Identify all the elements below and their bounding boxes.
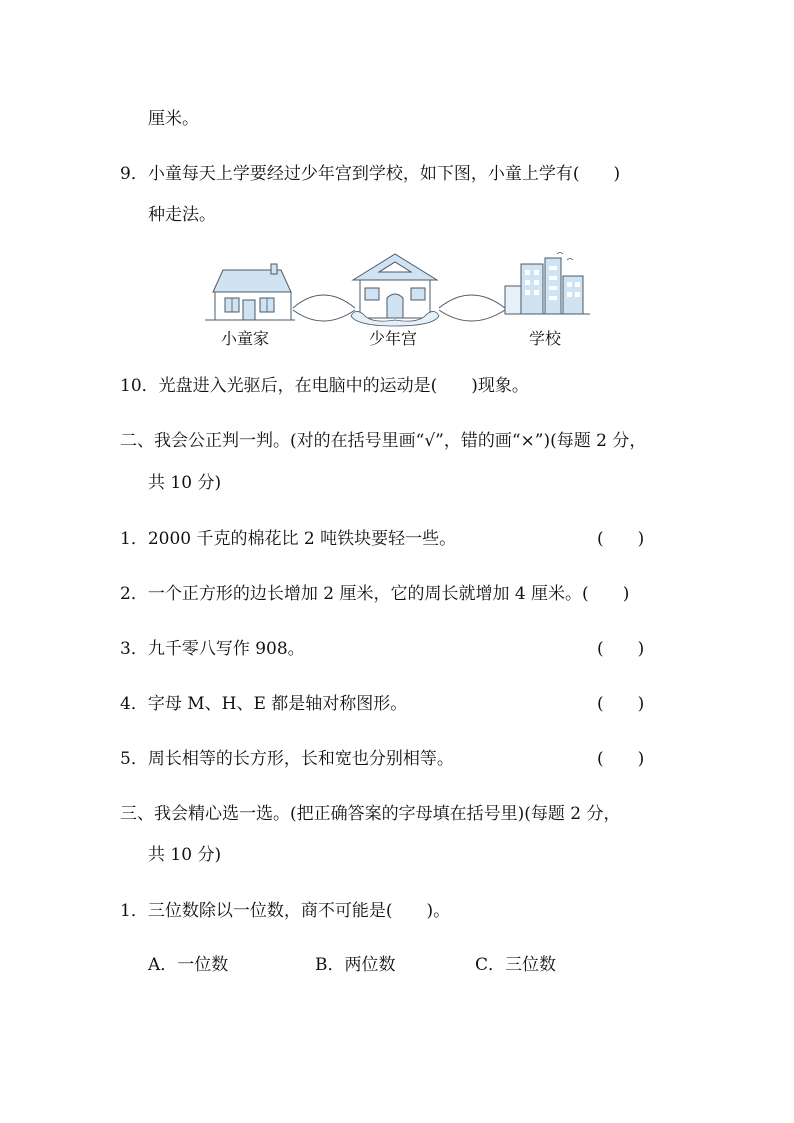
judge-item-5-answer: ( ): [597, 749, 645, 769]
judge-item-5: 5．周长相等的长方形，长和宽也分别相等。: [120, 749, 454, 769]
label-school: 学校: [529, 329, 562, 348]
label-home: 小童家: [221, 329, 270, 348]
question-10: 10．光盘进入光驱后，在电脑中的运动是( )现象。: [120, 376, 529, 396]
continuation-text: 厘米。: [148, 109, 199, 129]
choice-option-a: A．一位数: [148, 955, 229, 975]
home-house-icon: [205, 264, 295, 320]
choice-question-1: 1．三位数除以一位数，商不可能是( )。: [120, 901, 451, 921]
label-youth-palace: 少年宫: [369, 329, 418, 348]
judge-item-4: 4．字母 M、H、E 都是轴对称图形。: [120, 694, 408, 714]
choice-option-b: B．两位数: [315, 955, 396, 975]
question-9-line1: 9．小童每天上学要经过少年宫到学校，如下图，小童上学有( ): [120, 164, 621, 184]
section-2-heading-line1: 二、我会公正判一判。(对的在括号里画“√”，错的画“×”)(每题 2 分，: [120, 431, 647, 451]
choice-option-c: C．三位数: [475, 955, 557, 975]
judge-item-1-answer: ( ): [597, 529, 645, 549]
judge-item-2: 2．一个正方形的边长增加 2 厘米，它的周长就增加 4 厘米。( ): [120, 584, 630, 604]
judge-item-3-answer: ( ): [597, 639, 645, 659]
school-buildings-icon: [505, 253, 590, 315]
judge-item-3: 3．九千零八写作 908。: [120, 639, 305, 659]
section-3-heading-line2: 共 10 分): [148, 845, 222, 865]
judge-item-1: 1．2000 千克的棉花比 2 吨铁块要轻一些。: [120, 529, 457, 549]
youth-palace-icon: [351, 254, 439, 326]
route-figure: [205, 250, 590, 350]
section-2-heading-line2: 共 10 分): [148, 473, 222, 493]
judge-item-4-answer: ( ): [597, 694, 645, 714]
section-3-heading-line1: 三、我会精心选一选。(把正确答案的字母填在括号里)(每题 2 分，: [120, 804, 621, 824]
question-9-line2: 种走法。: [148, 205, 216, 225]
